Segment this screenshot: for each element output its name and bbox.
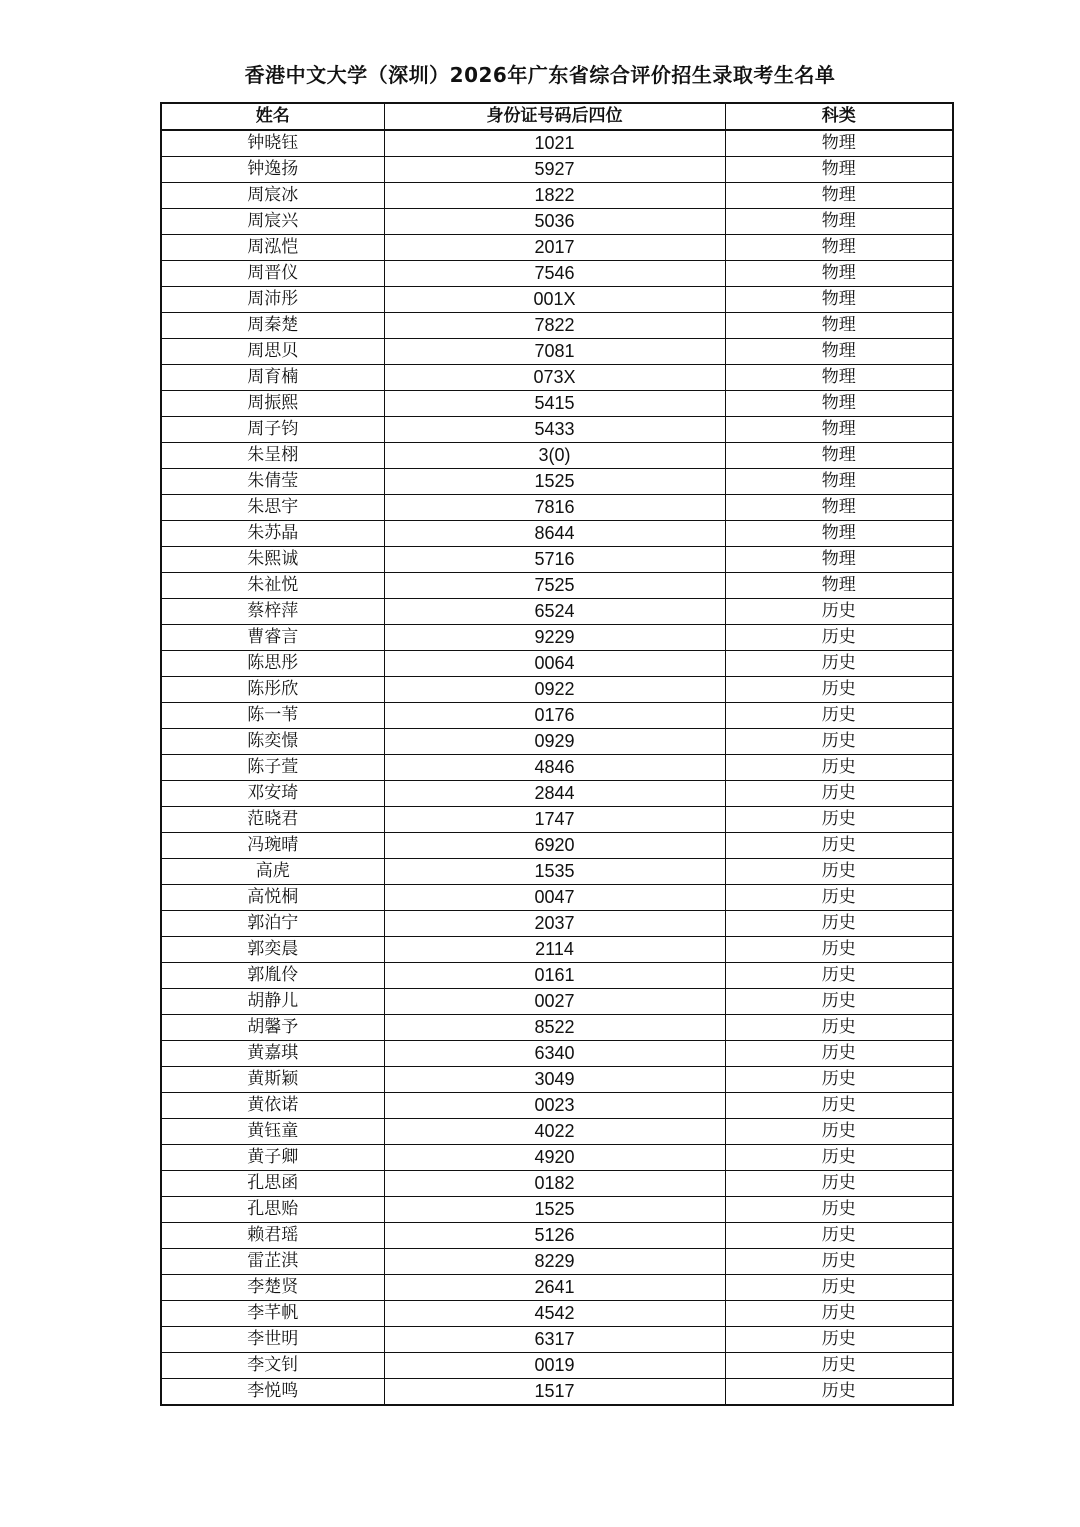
cell-subject: 物理	[725, 573, 953, 599]
table-row	[161, 365, 953, 391]
cell-name: 黄斯颖	[161, 1067, 384, 1093]
cell-id-last4: 4542	[384, 1301, 725, 1327]
table-row	[161, 807, 953, 833]
table-row	[161, 703, 953, 729]
cell-id-last4: 6920	[384, 833, 725, 859]
table-row	[161, 1041, 953, 1067]
cell-name: 周秦楚	[161, 313, 384, 339]
table-row	[161, 1327, 953, 1353]
cell-id-last4: 7546	[384, 261, 725, 287]
cell-name: 蔡梓萍	[161, 599, 384, 625]
cell-subject: 物理	[725, 469, 953, 495]
cell-name: 陈子萱	[161, 755, 384, 781]
cell-id-last4: 4920	[384, 1145, 725, 1171]
cell-id-last4: 2844	[384, 781, 725, 807]
cell-name: 陈奕憬	[161, 729, 384, 755]
cell-id-last4: 7525	[384, 573, 725, 599]
cell-id-last4: 0019	[384, 1353, 725, 1379]
table-row	[161, 157, 953, 183]
cell-id-last4: 0161	[384, 963, 725, 989]
cell-id-last4: 9229	[384, 625, 725, 651]
table-row	[161, 1093, 953, 1119]
cell-id-last4: 2641	[384, 1275, 725, 1301]
table-row	[161, 1197, 953, 1223]
cell-subject: 历史	[725, 729, 953, 755]
cell-name: 李文钊	[161, 1353, 384, 1379]
cell-id-last4: 2017	[384, 235, 725, 261]
table-row	[161, 261, 953, 287]
cell-id-last4: 0027	[384, 989, 725, 1015]
cell-subject: 物理	[725, 183, 953, 209]
cell-name: 周沛彤	[161, 287, 384, 313]
cell-name: 李楚贤	[161, 1275, 384, 1301]
cell-subject: 历史	[725, 859, 953, 885]
cell-name: 陈一苇	[161, 703, 384, 729]
cell-name: 雷芷淇	[161, 1249, 384, 1275]
cell-subject: 历史	[725, 1041, 953, 1067]
cell-subject: 历史	[725, 1223, 953, 1249]
table-row	[161, 1379, 953, 1406]
cell-id-last4: 1535	[384, 859, 725, 885]
cell-id-last4: 5716	[384, 547, 725, 573]
cell-id-last4: 8229	[384, 1249, 725, 1275]
cell-id-last4: 8644	[384, 521, 725, 547]
cell-name: 周思贝	[161, 339, 384, 365]
cell-id-last4: 7081	[384, 339, 725, 365]
cell-name: 朱祉悦	[161, 573, 384, 599]
cell-id-last4: 5036	[384, 209, 725, 235]
cell-subject: 历史	[725, 625, 953, 651]
cell-subject: 历史	[725, 651, 953, 677]
cell-name: 孔思函	[161, 1171, 384, 1197]
cell-subject: 历史	[725, 1249, 953, 1275]
cell-subject: 物理	[725, 157, 953, 183]
cell-name: 周晋仪	[161, 261, 384, 287]
cell-id-last4: 0922	[384, 677, 725, 703]
cell-subject: 历史	[725, 833, 953, 859]
column-header-name: 姓名	[161, 103, 384, 130]
cell-id-last4: 6317	[384, 1327, 725, 1353]
cell-name: 邓安琦	[161, 781, 384, 807]
cell-id-last4: 3049	[384, 1067, 725, 1093]
table-row	[161, 573, 953, 599]
cell-subject: 物理	[725, 209, 953, 235]
table-row	[161, 885, 953, 911]
table-row	[161, 911, 953, 937]
column-header-subject: 科类	[725, 103, 953, 130]
cell-name: 郭奕晨	[161, 937, 384, 963]
cell-name: 周育楠	[161, 365, 384, 391]
table-row	[161, 417, 953, 443]
table-row	[161, 677, 953, 703]
table-row	[161, 989, 953, 1015]
cell-id-last4: 073X	[384, 365, 725, 391]
cell-subject: 历史	[725, 599, 953, 625]
cell-name: 周宸兴	[161, 209, 384, 235]
cell-subject: 物理	[725, 339, 953, 365]
cell-name: 黄子卿	[161, 1145, 384, 1171]
cell-subject: 历史	[725, 781, 953, 807]
cell-name: 郭胤伶	[161, 963, 384, 989]
table-header-row	[161, 103, 953, 130]
cell-id-last4: 1525	[384, 1197, 725, 1223]
cell-subject: 历史	[725, 911, 953, 937]
cell-id-last4: 3(0)	[384, 443, 725, 469]
cell-subject: 历史	[725, 1197, 953, 1223]
cell-name: 黄嘉琪	[161, 1041, 384, 1067]
cell-name: 陈思彤	[161, 651, 384, 677]
cell-id-last4: 0929	[384, 729, 725, 755]
table-row	[161, 755, 953, 781]
cell-id-last4: 7816	[384, 495, 725, 521]
cell-name: 周振熙	[161, 391, 384, 417]
cell-id-last4: 0182	[384, 1171, 725, 1197]
cell-name: 郭泊宁	[161, 911, 384, 937]
cell-name: 曹睿言	[161, 625, 384, 651]
table-row	[161, 781, 953, 807]
cell-id-last4: 1822	[384, 183, 725, 209]
table-row	[161, 625, 953, 651]
cell-id-last4: 1525	[384, 469, 725, 495]
table-row	[161, 391, 953, 417]
cell-id-last4: 2037	[384, 911, 725, 937]
cell-subject: 物理	[725, 261, 953, 287]
cell-subject: 历史	[725, 1119, 953, 1145]
cell-id-last4: 1021	[384, 130, 725, 157]
cell-name: 朱苏晶	[161, 521, 384, 547]
cell-id-last4: 4846	[384, 755, 725, 781]
cell-subject: 历史	[725, 989, 953, 1015]
table-row	[161, 235, 953, 261]
cell-id-last4: 5126	[384, 1223, 725, 1249]
cell-subject: 历史	[725, 1145, 953, 1171]
cell-id-last4: 0023	[384, 1093, 725, 1119]
cell-name: 冯琬晴	[161, 833, 384, 859]
cell-subject: 历史	[725, 807, 953, 833]
table-row	[161, 1067, 953, 1093]
table-row	[161, 1223, 953, 1249]
table-row	[161, 833, 953, 859]
table-row	[161, 130, 953, 157]
page-title: 香港中文大学（深圳）2026年广东省综合评价招生录取考生名单	[244, 63, 836, 87]
cell-name: 李芊帆	[161, 1301, 384, 1327]
cell-subject: 历史	[725, 937, 953, 963]
column-header-id-last4: 身份证号码后四位	[384, 103, 725, 130]
cell-subject: 物理	[725, 130, 953, 157]
cell-id-last4: 8522	[384, 1015, 725, 1041]
table-row	[161, 183, 953, 209]
cell-id-last4: 0176	[384, 703, 725, 729]
table-row	[161, 443, 953, 469]
cell-name: 周泓恺	[161, 235, 384, 261]
cell-subject: 物理	[725, 313, 953, 339]
table-row	[161, 1353, 953, 1379]
cell-subject: 物理	[725, 287, 953, 313]
cell-name: 钟逸扬	[161, 157, 384, 183]
table-row	[161, 937, 953, 963]
table-row	[161, 313, 953, 339]
table-row	[161, 495, 953, 521]
cell-subject: 物理	[725, 443, 953, 469]
cell-name: 周宸冰	[161, 183, 384, 209]
cell-subject: 历史	[725, 755, 953, 781]
cell-name: 赖君瑶	[161, 1223, 384, 1249]
cell-subject: 历史	[725, 1093, 953, 1119]
cell-name: 陈彤欣	[161, 677, 384, 703]
table-row	[161, 1145, 953, 1171]
cell-id-last4: 0047	[384, 885, 725, 911]
table-body	[161, 130, 953, 1405]
cell-name: 黄依诺	[161, 1093, 384, 1119]
cell-subject: 历史	[725, 1301, 953, 1327]
cell-id-last4: 0064	[384, 651, 725, 677]
cell-name: 胡馨予	[161, 1015, 384, 1041]
cell-name: 朱呈栩	[161, 443, 384, 469]
cell-subject: 物理	[725, 235, 953, 261]
cell-subject: 物理	[725, 417, 953, 443]
cell-subject: 物理	[725, 547, 953, 573]
cell-id-last4: 5927	[384, 157, 725, 183]
cell-id-last4: 1747	[384, 807, 725, 833]
cell-name: 黄钰童	[161, 1119, 384, 1145]
cell-name: 李悦鸣	[161, 1379, 384, 1406]
table-row	[161, 1275, 953, 1301]
table-row	[161, 859, 953, 885]
cell-subject: 历史	[725, 1067, 953, 1093]
cell-name: 钟晓钰	[161, 130, 384, 157]
table-row	[161, 1249, 953, 1275]
table-row	[161, 963, 953, 989]
cell-subject: 历史	[725, 1353, 953, 1379]
cell-id-last4: 4022	[384, 1119, 725, 1145]
cell-name: 高虎	[161, 859, 384, 885]
table-row	[161, 1301, 953, 1327]
table-row	[161, 547, 953, 573]
cell-name: 朱思宇	[161, 495, 384, 521]
cell-subject: 历史	[725, 1015, 953, 1041]
cell-subject: 物理	[725, 391, 953, 417]
cell-id-last4: 6524	[384, 599, 725, 625]
cell-subject: 历史	[725, 1379, 953, 1406]
cell-subject: 物理	[725, 365, 953, 391]
cell-id-last4: 5415	[384, 391, 725, 417]
table-row	[161, 521, 953, 547]
table-row	[161, 1171, 953, 1197]
cell-name: 胡静儿	[161, 989, 384, 1015]
cell-subject: 物理	[725, 521, 953, 547]
cell-id-last4: 6340	[384, 1041, 725, 1067]
cell-name: 范晓君	[161, 807, 384, 833]
table-row	[161, 729, 953, 755]
cell-id-last4: 2114	[384, 937, 725, 963]
table-row	[161, 1119, 953, 1145]
cell-subject: 历史	[725, 1171, 953, 1197]
table-row	[161, 599, 953, 625]
cell-subject: 历史	[725, 1327, 953, 1353]
cell-id-last4: 1517	[384, 1379, 725, 1406]
cell-name: 周子钧	[161, 417, 384, 443]
table-row	[161, 209, 953, 235]
cell-name: 高悦桐	[161, 885, 384, 911]
table-row	[161, 287, 953, 313]
cell-subject: 历史	[725, 885, 953, 911]
table-row	[161, 1015, 953, 1041]
cell-subject: 物理	[725, 495, 953, 521]
cell-name: 李世明	[161, 1327, 384, 1353]
cell-id-last4: 7822	[384, 313, 725, 339]
cell-name: 朱倩莹	[161, 469, 384, 495]
table-row	[161, 651, 953, 677]
cell-name: 孔思贻	[161, 1197, 384, 1223]
cell-subject: 历史	[725, 677, 953, 703]
table-row	[161, 469, 953, 495]
table-row	[161, 339, 953, 365]
cell-subject: 历史	[725, 703, 953, 729]
cell-id-last4: 5433	[384, 417, 725, 443]
admission-table	[160, 102, 954, 1406]
cell-id-last4: 001X	[384, 287, 725, 313]
cell-subject: 历史	[725, 1275, 953, 1301]
cell-subject: 历史	[725, 963, 953, 989]
cell-name: 朱熙诚	[161, 547, 384, 573]
